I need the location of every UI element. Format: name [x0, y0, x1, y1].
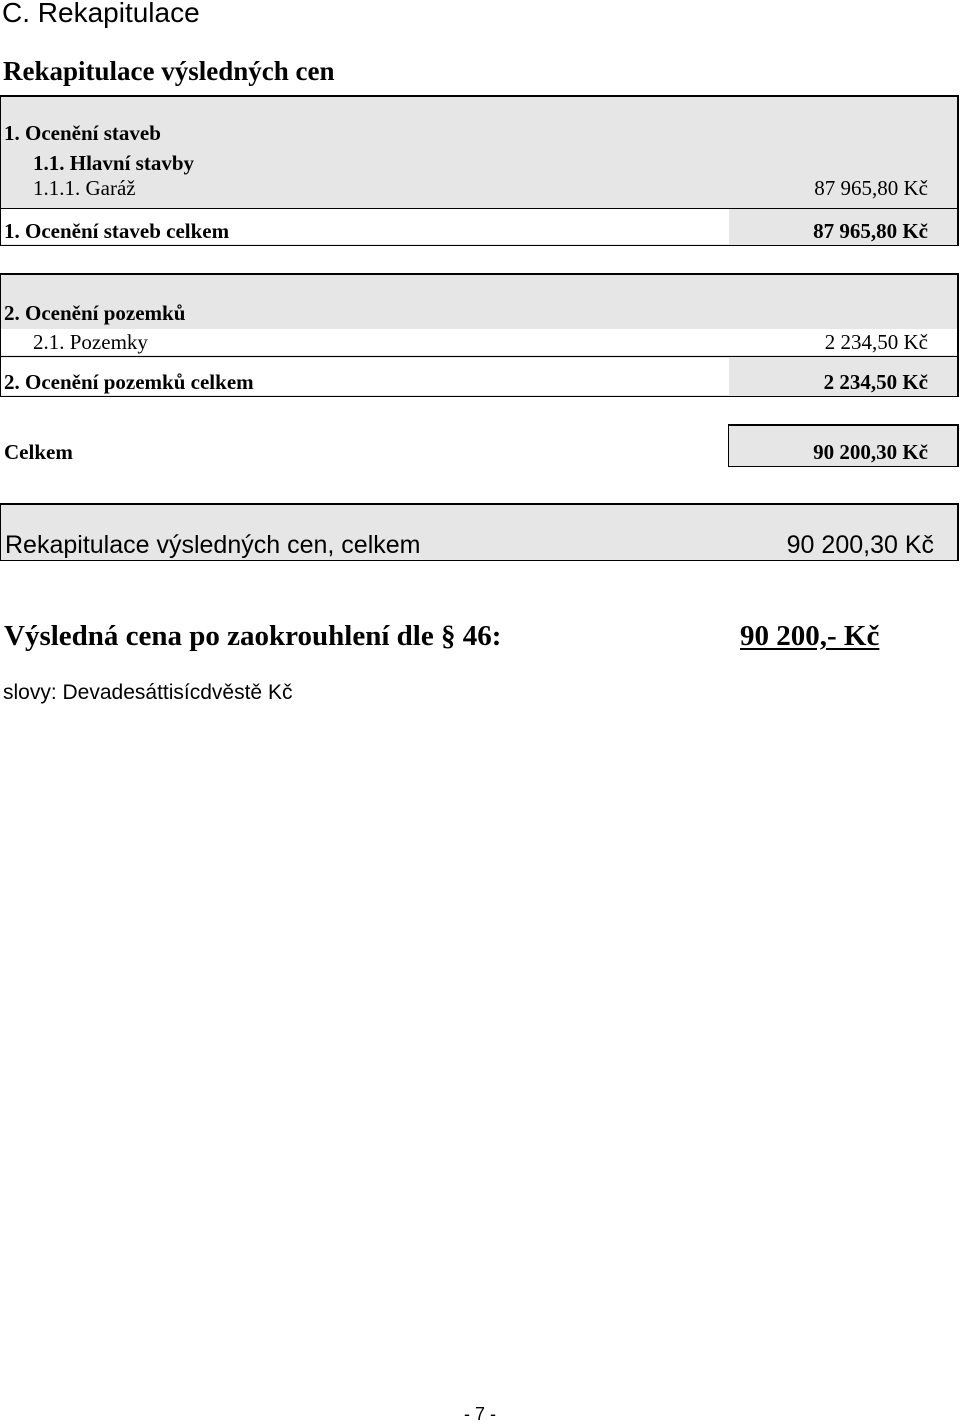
buildings-total-label: 1. Ocenění staveb celkem: [4, 219, 230, 243]
lands-item-label: 2.1. Pozemky: [33, 330, 148, 354]
buildings-subheading: 1.1. Hlavní stavby: [33, 151, 195, 175]
final-price-value: 90 200,- Kč: [740, 620, 880, 652]
page-number: - 7 -: [464, 1404, 497, 1424]
grand-total-value: 90 200,30 Kč: [813, 440, 928, 464]
buildings-separator: [0, 208, 959, 209]
buildings-item-value: 87 965,80 Kč: [814, 176, 928, 200]
buildings-total-value: 87 965,80 Kč: [813, 219, 928, 243]
lands-total-label: 2. Ocenění pozemků celkem: [4, 370, 254, 394]
buildings-bottom-line: [0, 245, 959, 246]
lands-bottom-line: [0, 396, 959, 397]
lands-total-value: 2 234,50 Kč: [823, 370, 928, 394]
buildings-heading: 1. Ocenění staveb: [4, 121, 161, 145]
grand-total-label: Celkem: [4, 440, 73, 464]
recap-total-label: Rekapitulace výsledných cen, celkem: [5, 531, 421, 559]
lands-separator: [0, 356, 959, 357]
lands-heading: 2. Ocenění pozemků: [4, 301, 186, 325]
buildings-item-label: 1.1.1. Garáž: [33, 176, 136, 200]
section-title: C. Rekapitulace: [2, 0, 200, 28]
recap-total-value: 90 200,30 Kč: [786, 531, 934, 559]
price-in-words: slovy: Devadesáttisícdvěstě Kč: [3, 681, 293, 704]
final-price-label: Výsledná cena po zaokrouhlení dle § 46:: [4, 620, 502, 652]
subtitle: Rekapitulace výsledných cen: [3, 56, 335, 86]
lands-item-value: 2 234,50 Kč: [824, 330, 928, 354]
